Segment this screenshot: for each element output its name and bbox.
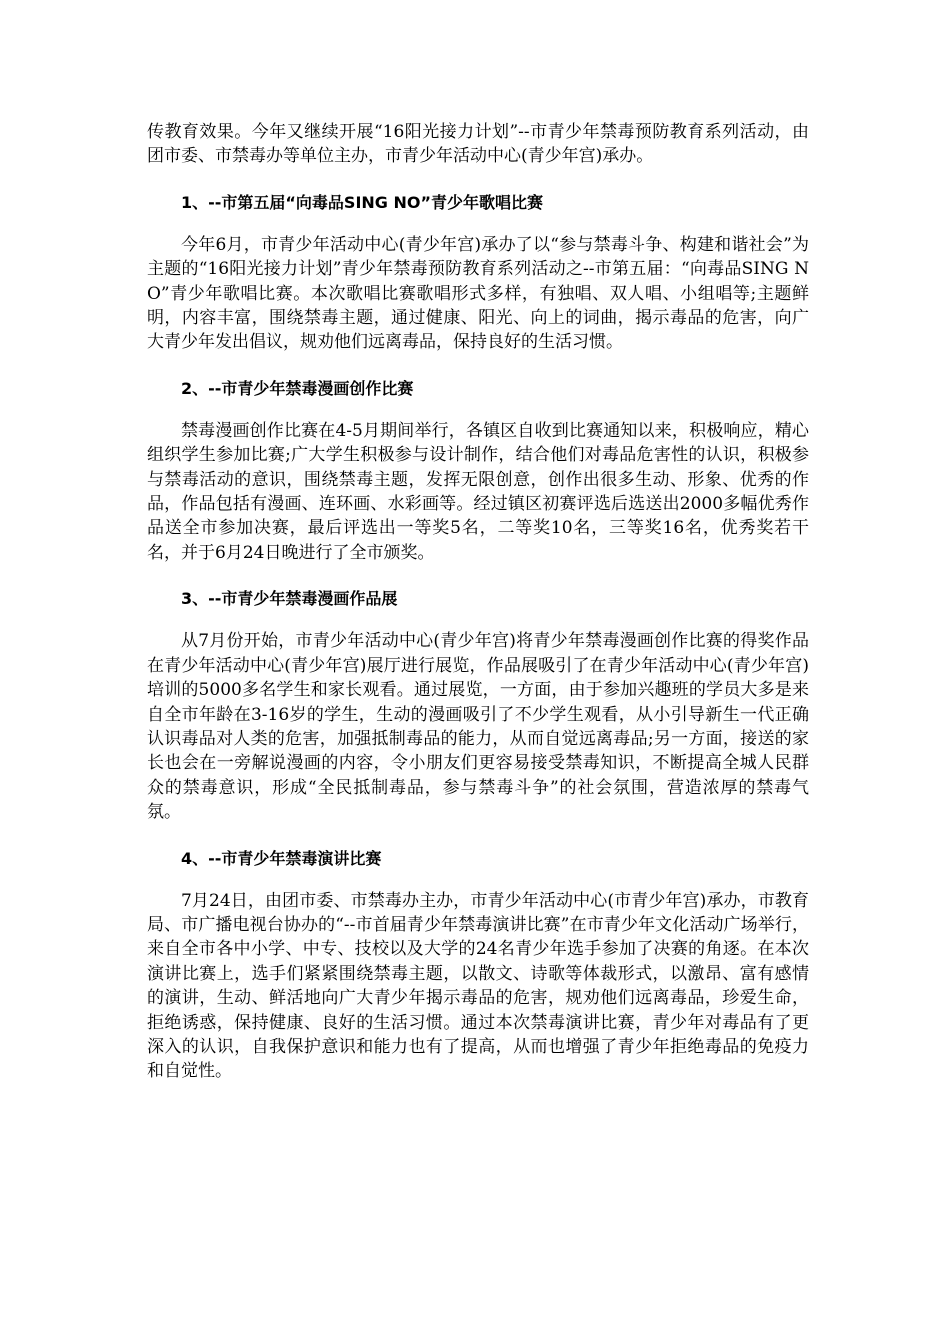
document-body — [147, 120, 809, 1084]
section-3-heading: 3、--市青少年禁毒漫画作品展 — [181, 589, 398, 609]
section-2-paragraph: 禁毒漫画创作比赛在4-5月期间举行，各镇区自收到比赛通知以来，积极响应，精心组织学生参加比赛;广大学生积极参与设计制作，结合他们对毒品危害性的认识，积极参与禁毒活动的意识，围绕禁毒主题，发挥无限创意，创作出很多生动、形象、优秀的作品，作品包括有漫画、连环画、水彩画等。经过镇区初赛评选后选送出2000多幅优秀作品送全市参加决赛，最后评选出一等奖5名，二等奖10名，三等奖16名，优秀奖若干名，并于6月24日晚进行了全市颁奖。 — [147, 420, 809, 563]
section-4-heading: 4、--市青少年禁毒演讲比赛 — [181, 848, 382, 868]
section-2-heading: 2、--市青少年禁毒漫画创作比赛 — [181, 378, 414, 398]
section-4-paragraph: 7月24日，由团市委、市禁毒办主办，市青少年活动中心(市青少年宫)承办，市教育局、市广播电视台协办的“--市首届青少年禁毒演讲比赛”在市青少年文化活动广场举行，来自全市各中小学、中专、技校以及大学的24名青少年选手参加了决赛的角逐。在本次演讲比赛上，选手们紧紧围绕禁毒主题，以散文、诗歌等体裁形式，以激昂、富有感情的演讲，生动、鲜活地向广大青少年揭示毒品的危害，规劝他们远离毒品，珍爱生命，拒绝诱惑，保持健康、良好的生活习惯。通过本次禁毒演讲比赛，青少年对毒品有了更深入的认识，自我保护意识和能力也有了提高，从而也增强了青少年拒绝毒品的免疫力和自觉性。 — [147, 890, 809, 1082]
section-3-paragraph: 从7月份开始，市青少年活动中心(青少年宫)将青少年禁毒漫画创作比赛的得奖作品在青少年活动中心(青少年宫)展厅进行展览，作品展吸引了在青少年活动中心(青少年宫)培训的5000多名学生和家长观看。通过展览，一方面，由于参加兴趣班的学员大多是来自全市年龄在3-16岁的学生，生动的漫画吸引了不少学生观看，从小引导新生一代正确认识毒品对人类的危害，加强抵制毒品的能力，从而自觉远离毒品;另一方面，接送的家长也会在一旁解说漫画的内容，令小朋友们更容易接受禁毒知识，不断提高全城人民群众的禁毒意识，形成“全民抵制毒品，参与禁毒斗争”的社会氛围，营造浓厚的禁毒气氛。 — [147, 631, 809, 823]
section-1-paragraph: 今年6月，市青少年活动中心(青少年宫)承办了以“参与禁毒斗争、构建和谐社会”为主题的“16阳光接力计划”青少年禁毒预防教育系列活动之--市第五届：“向毒品SING NO”青少年歌唱比赛。本次歌唱比赛歌唱形式多样，有独唱、双人唱、小组唱等;主题鲜明，内容丰富，围绕禁毒主题，通过健康、阳光、向上的词曲，揭示毒品的危害，向广大青少年发出倡议，规劝他们远离毒品，保持良好的生活习惯。 — [147, 234, 809, 353]
section-1-heading: 1、--市第五届“向毒品SING NO”青少年歌唱比赛 — [181, 192, 544, 212]
intro-paragraph: 传教育效果。今年又继续开展“16阳光接力计划”--市青少年禁毒预防教育系列活动，由团市委、市禁毒办等单位主办，市青少年活动中心(青少年宫)承办。 — [147, 122, 809, 167]
